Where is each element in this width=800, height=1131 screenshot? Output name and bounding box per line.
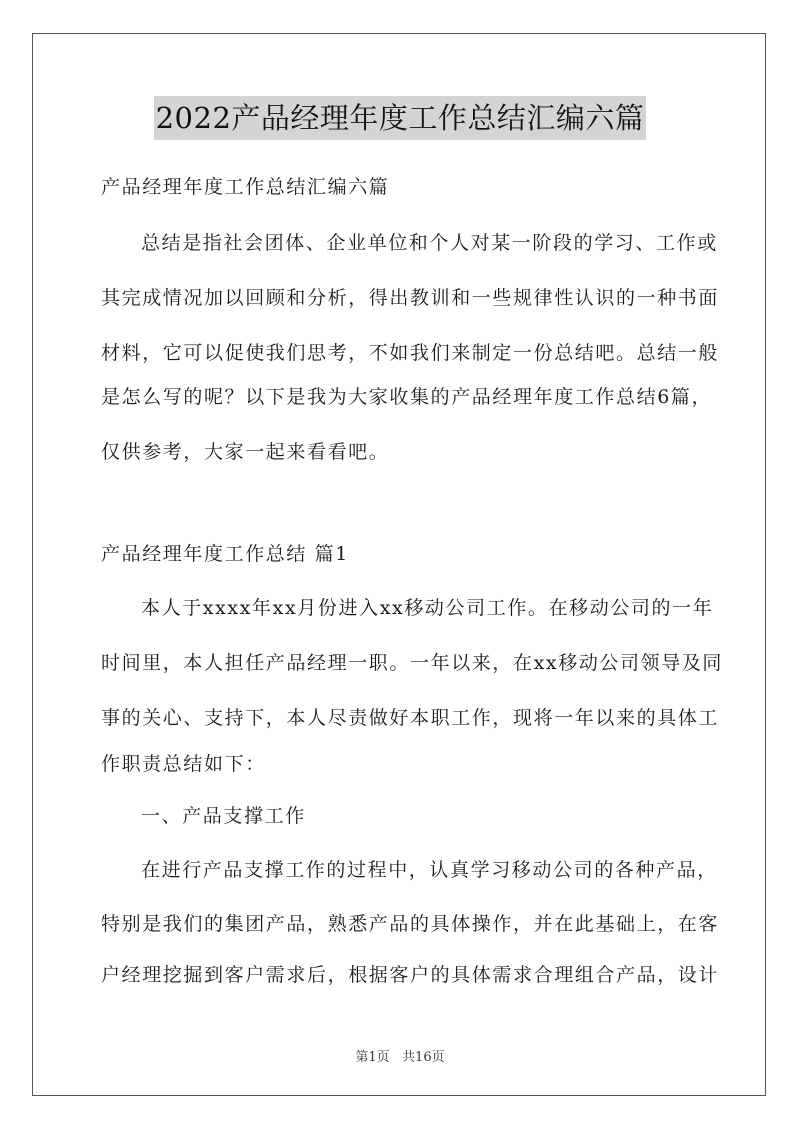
subheading: 一、产品支撑工作: [141, 805, 306, 827]
document-subtitle: 产品经理年度工作总结汇编六篇: [101, 176, 390, 198]
para1-line-3: 事的关心、支持下，本人尽责做好本职工作，现将一年以来的具体工: [101, 707, 720, 729]
para2-line-1: 在进行产品支撑工作的过程中，认真学习移动公司的各种产品，: [141, 859, 718, 881]
intro-line-2: 其完成情况加以回顾和分析，得出教训和一些规律性认识的一种书面: [101, 287, 720, 309]
intro-line-1: 总结是指社会团体、企业单位和个人对某一阶段的学习、工作或: [141, 232, 718, 254]
document-title: 2022产品经理年度工作总结汇编六篇: [154, 96, 647, 140]
section-heading: 产品经理年度工作总结 篇1: [101, 543, 349, 565]
para2-line-3: 户经理挖掘到客户需求后，根据客户的具体需求合理组合产品，设计: [101, 964, 720, 986]
intro-line-5: 仅供参考，大家一起来看看吧。: [101, 441, 390, 463]
para1-line-4: 作职责总结如下：: [101, 753, 266, 775]
para1-line-2: 时间里，本人担任产品经理一职。一年以来，在xx移动公司领导及同: [101, 652, 724, 674]
intro-line-4: 是怎么写的呢？以下是我为大家收集的产品经理年度工作总结6篇，: [101, 386, 713, 408]
para2-line-2: 特别是我们的集团产品，熟悉产品的具体操作，并在此基础上，在客: [101, 913, 720, 935]
para1-line-1: 本人于xxxx年xx月份进入xx移动公司工作。在移动公司的一年: [141, 597, 714, 619]
intro-line-3: 材料，它可以促使我们思考，不如我们来制定一份总结吧。总结一般: [101, 342, 720, 364]
title-wrap: [0, 96, 800, 140]
page-footer: 第1页 共16页: [355, 1050, 445, 1065]
